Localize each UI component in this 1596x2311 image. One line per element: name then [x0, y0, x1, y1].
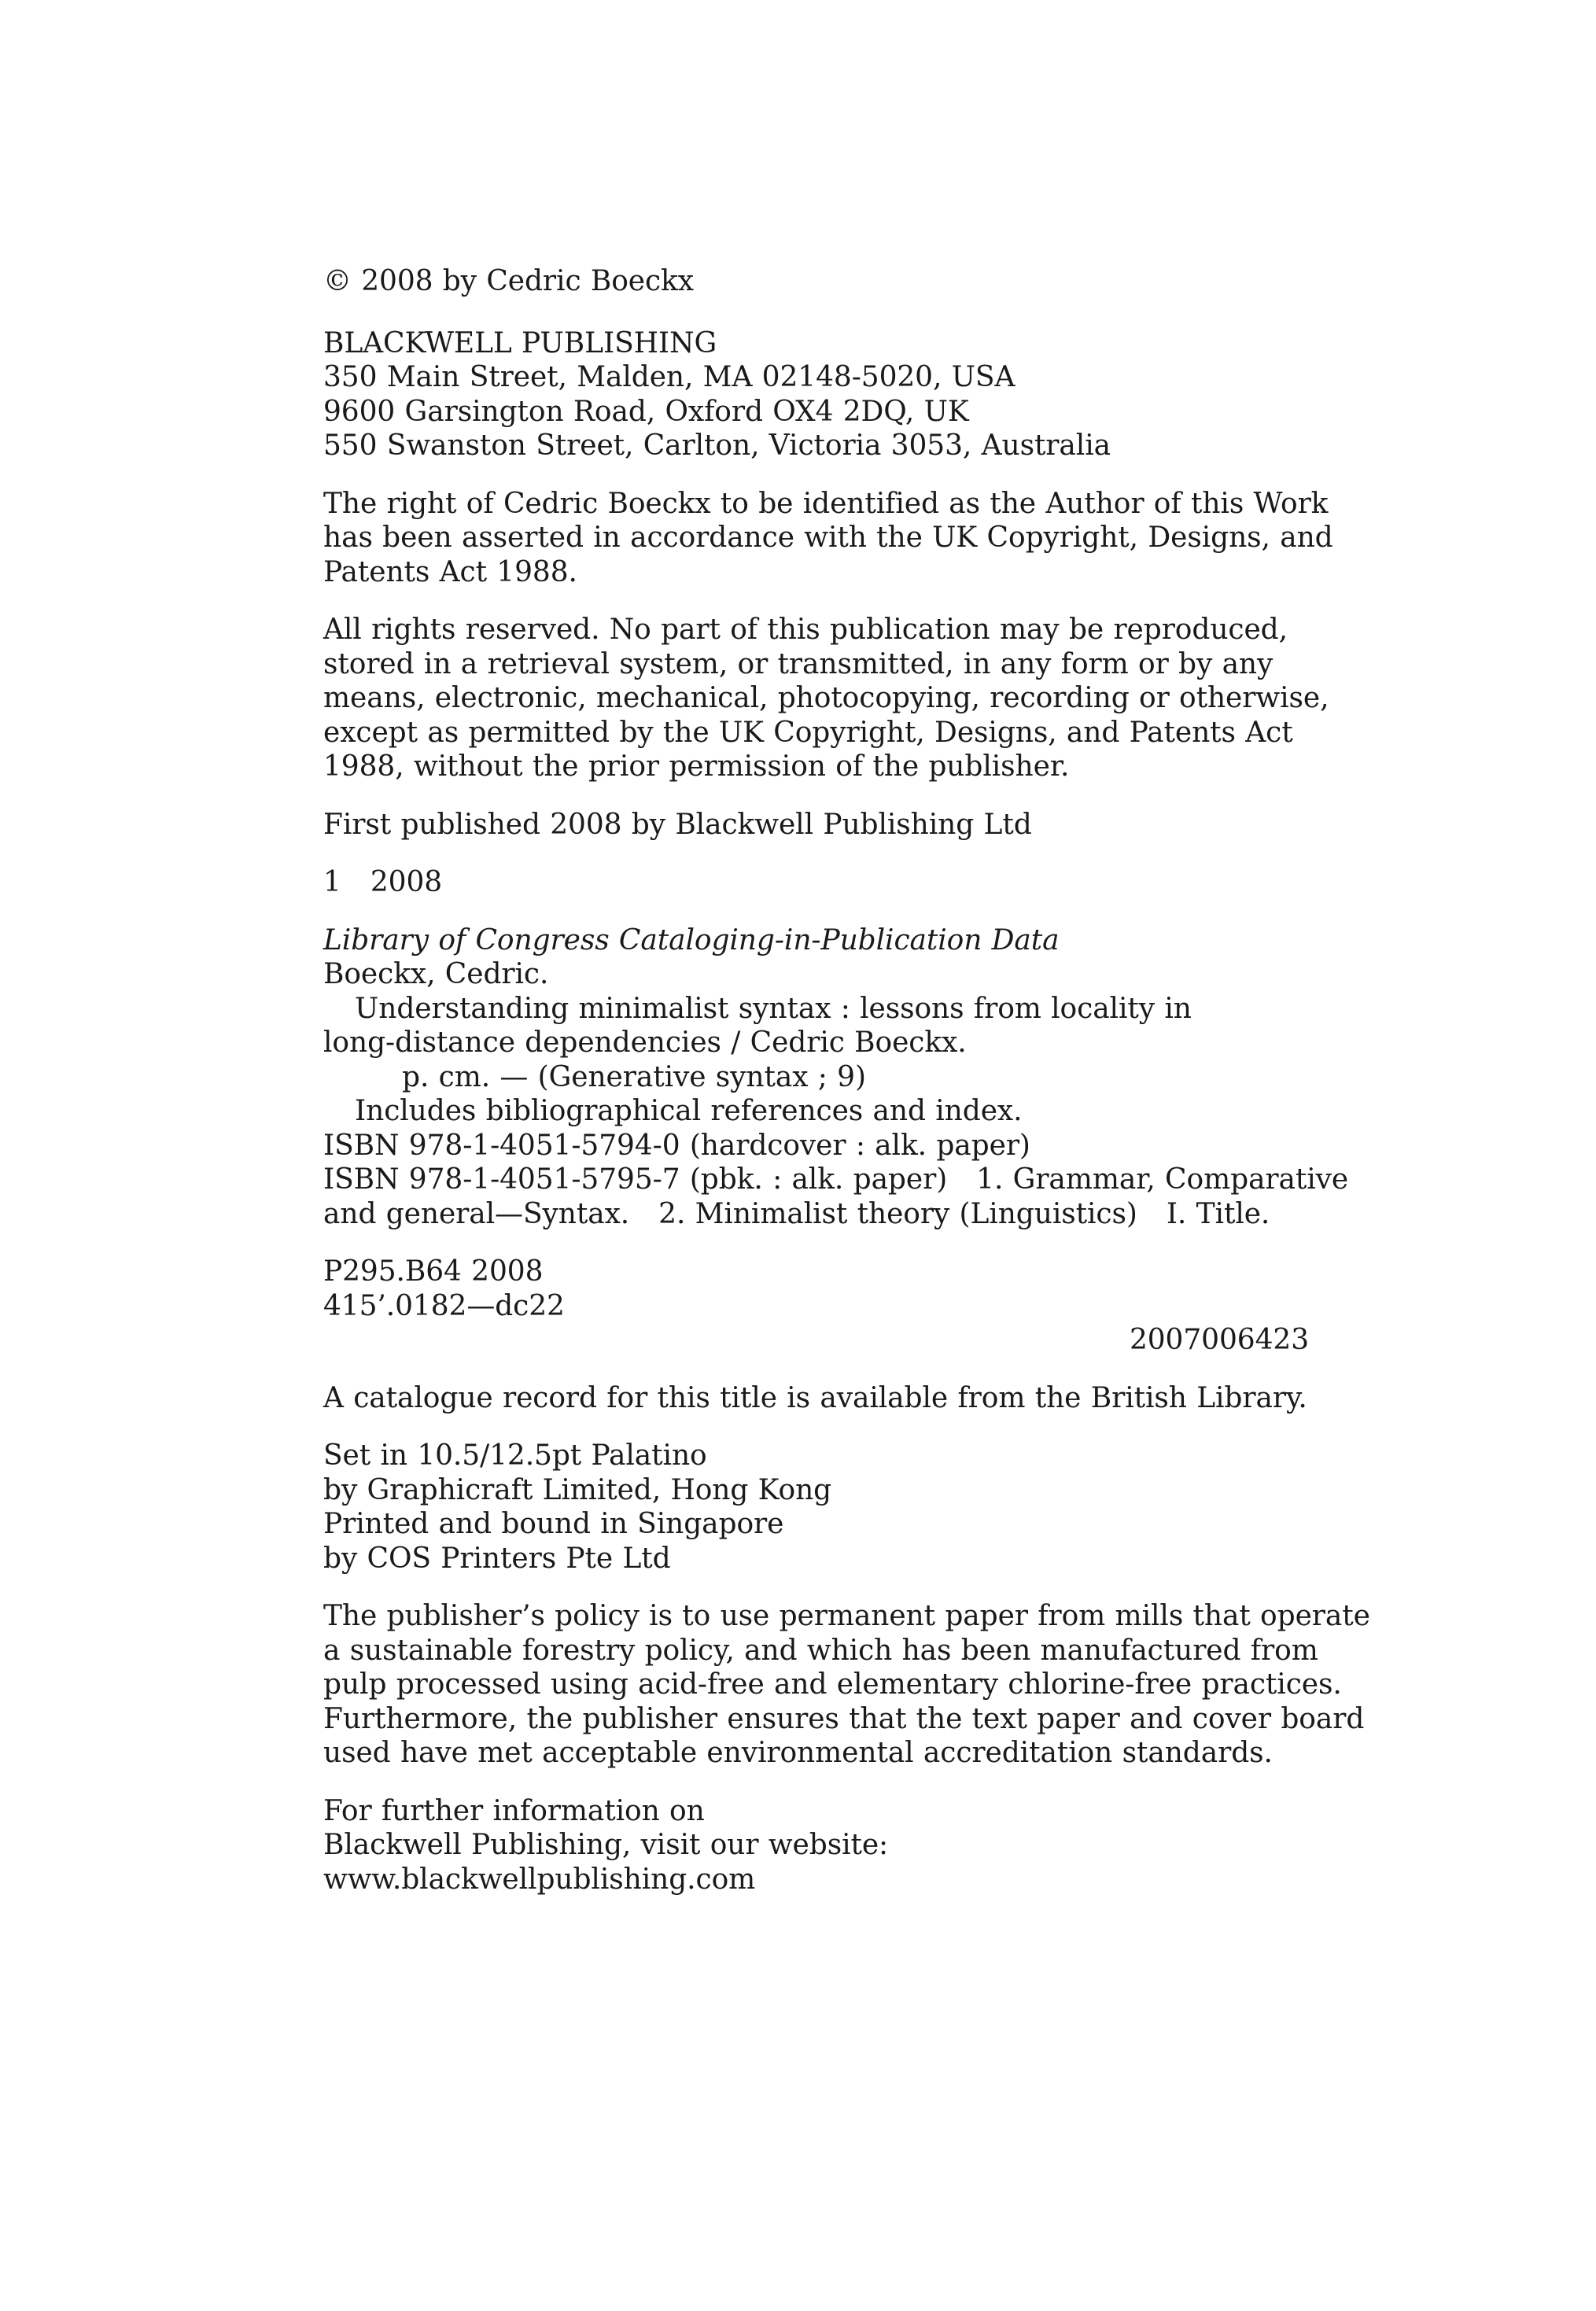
cip-author: Boeckx, Cedric.: [323, 958, 549, 990]
rights-reserved-line: except as permitted by the UK Copyright, Designs, and Patents Act: [323, 716, 1293, 749]
production-line: by Graphicraft Limited, Hong Kong: [323, 1473, 832, 1506]
spacer: [323, 299, 1369, 326]
first-published: First published 2008 by Blackwell Publishing Ltd: [323, 808, 1032, 841]
cip-series: p. cm. — (Generative syntax ; 9): [402, 1060, 866, 1093]
spacer: [323, 589, 1369, 613]
cip-isbn-paperback: ISBN 978-1-4051-5795-7 (pbk. : alk. paper) 1. Grammar, Comparative: [323, 1163, 1349, 1196]
british-library-note: A catalogue record for this title is available from the British Library.: [323, 1381, 1307, 1414]
moral-rights-line: has been asserted in accordance with the UK Copyright, Designs, and: [323, 522, 1333, 554]
imprint-text: [323, 264, 1369, 1896]
spacer: [323, 784, 1369, 808]
copyright-notice: © 2008 by Cedric Boeckx: [323, 265, 694, 297]
paper-policy-line: a sustainable forestry policy, and which has been manufactured from: [323, 1634, 1318, 1667]
publisher-address-australia: 550 Swanston Street, Carlton, Victoria 3053, Australia: [323, 429, 1111, 462]
cip-lc-class: P295.B64 2008: [323, 1255, 544, 1288]
production-line: by COS Printers Pte Ltd: [323, 1542, 671, 1575]
publisher-address-usa: 350 Main Street, Malden, MA 02148-5020, USA: [323, 361, 1015, 393]
further-info-line: For further information on: [323, 1794, 705, 1827]
production-line: Set in 10.5/12.5pt Palatino: [323, 1439, 707, 1472]
cip-isbn-hardcover: ISBN 978-1-4051-5794-0 (hardcover : alk. paper): [323, 1129, 1030, 1162]
cip-title-line: long-distance dependencies / Cedric Boeckx.: [323, 1026, 967, 1059]
cip-notes: Includes bibliographical references and index.: [355, 1095, 1023, 1127]
cip-lccn: 2007006423: [1129, 1324, 1309, 1356]
publisher-address-uk: 9600 Garsington Road, Oxford OX4 2DQ, UK: [323, 395, 969, 428]
impression-line: 1 2008: [323, 866, 443, 898]
spacer: [323, 1771, 1369, 1794]
moral-rights-line: Patents Act 1988.: [323, 555, 577, 588]
spacer: [323, 1576, 1369, 1599]
cip-subjects: and general—Syntax. 2. Minimalist theory (Linguistics) I. Title.: [323, 1197, 1270, 1230]
publisher-name: BLACKWELL PUBLISHING: [323, 326, 717, 359]
spacer: [323, 842, 1369, 865]
paper-policy-line: pulp processed using acid-free and elementary chlorine-free practices.: [323, 1668, 1342, 1701]
rights-reserved-line: stored in a retrieval system, or transmitted, in any form or by any: [323, 647, 1273, 680]
rights-reserved-line: means, electronic, mechanical, photocopying, recording or otherwise,: [323, 682, 1329, 714]
cip-heading: Library of Congress Cataloging-in-Publication Data: [323, 923, 1060, 956]
website-url: www.blackwellpublishing.com: [323, 1863, 756, 1896]
spacer: [323, 1358, 1369, 1381]
rights-reserved-line: 1988, without the prior permission of the publisher.: [323, 750, 1070, 783]
rights-reserved-line: All rights reserved. No part of this publication may be reproduced,: [323, 614, 1288, 646]
cip-dewey: 415’.0182—dc22: [323, 1289, 565, 1322]
production-line: Printed and bound in Singapore: [323, 1508, 784, 1540]
further-info-line: Blackwell Publishing, visit our website:: [323, 1829, 889, 1861]
spacer: [323, 900, 1369, 923]
spacer: [323, 1415, 1369, 1439]
moral-rights-line: The right of Cedric Boeckx to be identified as the Author of this Work: [323, 487, 1329, 520]
paper-policy-line: used have met acceptable environmental accreditation standards.: [323, 1737, 1273, 1769]
spacer: [323, 463, 1369, 487]
spacer: [323, 1231, 1369, 1255]
cip-title-line: Understanding minimalist syntax : lessons from locality in: [355, 992, 1192, 1025]
paper-policy-line: The publisher’s policy is to use permanent paper from mills that operate: [323, 1600, 1370, 1632]
paper-policy-line: Furthermore, the publisher ensures that the text paper and cover board: [323, 1702, 1365, 1735]
